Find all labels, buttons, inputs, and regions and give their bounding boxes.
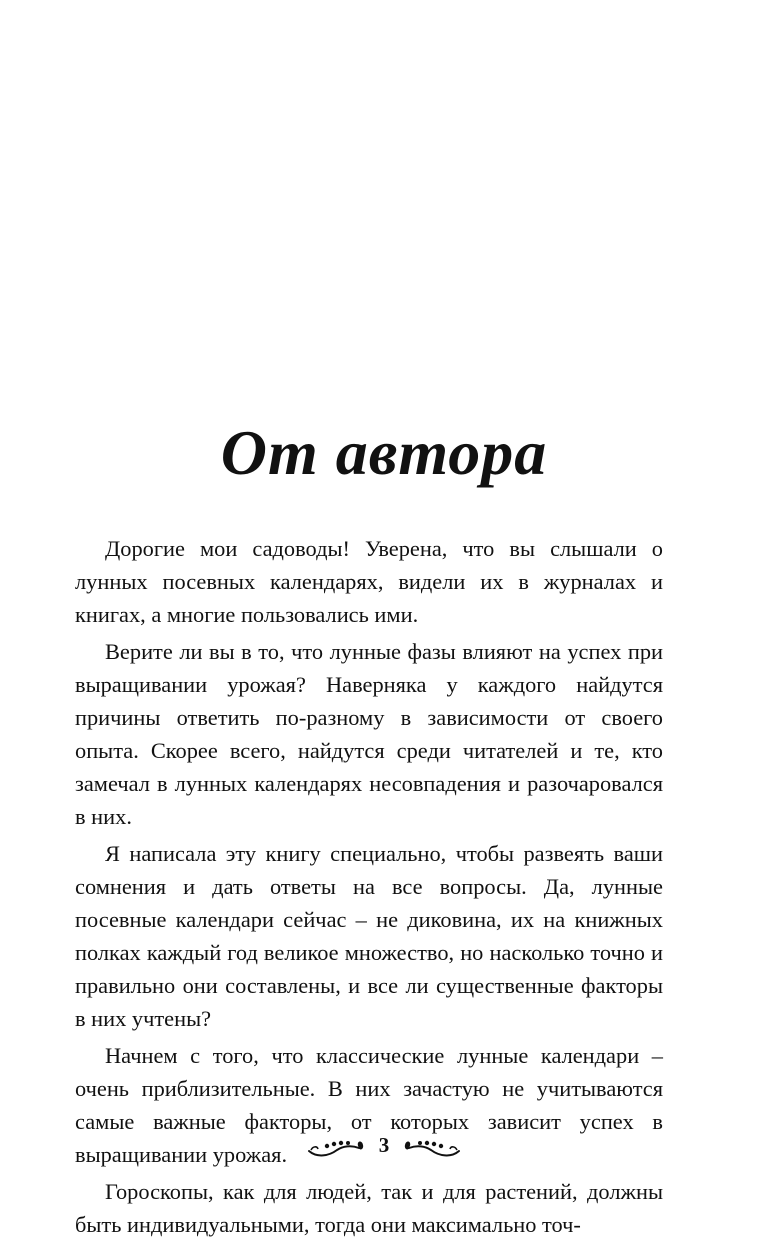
- paragraph-2: Верите ли вы в то, что лунные фазы влияют на успех при выращивании урожая? Наверняка у каждого найдутся причины ответить по-разному в зависимости от своего опыта. Скорее всего, найдутся среди читателей и те, кто замечал в лунных календарях несовпадения и разочаровался в них.: [75, 639, 663, 829]
- chapter-title: От автора: [220, 416, 548, 488]
- page-footer: [0, 1128, 768, 1168]
- paragraph-1: Дорогие мои садоводы! Уверена, что вы слышали о лунных посевных календарях, видели их в журналах и книгах, а многие пользовались ими.: [75, 536, 663, 627]
- paragraph-3: Я написала эту книгу специально, чтобы развеять ваши сомнения и дать ответы на все вопросы. Да, лунные посевные календари сейчас – не диковина, их на книжных полках каждый год великое множество, но насколько точно и правильно они составлены, и все ли существенные факторы в них учтены?: [75, 841, 663, 1031]
- paragraph-4: Начнем с того, что классические лунные календари – очень приблизительные. В них зачастую не учитываются самые важные факторы, от которых зависит успех в выращивании урожая.: [75, 1043, 663, 1167]
- left-flourish-icon: [307, 1136, 365, 1160]
- right-flourish-icon: [403, 1136, 461, 1160]
- paragraph-5: Гороскопы, как для людей, так и для растений, должны быть индивидуальными, тогда они максимально точ-: [75, 1179, 663, 1237]
- page-number: 3: [378, 1133, 390, 1157]
